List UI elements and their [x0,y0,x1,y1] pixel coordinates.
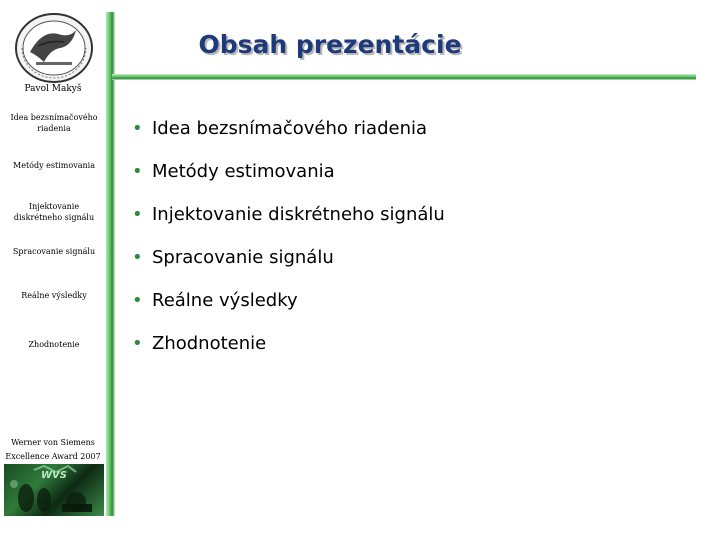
sidebar-item-zhodnotenie[interactable]: Zhodnotenie [28,340,80,349]
bullet-item [132,204,445,247]
bullet-dot-icon: • [132,290,143,311]
award-line-2: Excellence Award 2007 [5,452,101,461]
bullet-text: Spracovanie signálu [152,247,334,268]
bullet-text: Reálne výsledky [152,290,298,311]
bullet-dot-icon: • [132,333,143,354]
bullet-item [132,118,445,161]
bullet-dot-icon: • [132,118,143,139]
bullet-dot-icon: • [132,161,143,182]
university-seal-logo [14,12,94,84]
bullet-dot-icon: • [132,247,143,268]
sidebar-item-spracovanie[interactable]: Spracovanie signálu [12,247,96,256]
sidebar-item-injektovanie[interactable]: Injektovanie diskrétneho signálu [13,202,95,222]
content-bullet-list [132,118,445,376]
bullet-text: Injektovanie diskrétneho signálu [152,204,445,225]
author-name: Pavol Makyš [24,84,82,94]
page-title: Obsah prezentácie [198,30,462,59]
bullet-item [132,161,445,204]
bullet-item [132,333,445,376]
sidebar-item-idea[interactable]: Idea bezsnímačového riadenia [10,113,98,133]
bullet-item [132,247,445,290]
sidebar-item-realne-vysledky[interactable]: Reálne výsledky [21,291,87,300]
bullet-text: Idea bezsnímačového riadenia [152,118,428,139]
bullet-text: Metódy estimovania [152,161,335,182]
title-underline [112,74,696,80]
wvs-logo-text: WVS [41,470,67,481]
award-photo [4,464,104,516]
vertical-divider [106,12,115,516]
sidebar-item-metody[interactable]: Metódy estimovania [13,161,95,170]
bullet-dot-icon: • [132,204,143,225]
bullet-text: Zhodnotenie [152,333,267,354]
award-photo-graphic [4,464,104,516]
bullet-item [132,290,445,333]
award-line-1: Werner von Siemens [11,438,95,447]
